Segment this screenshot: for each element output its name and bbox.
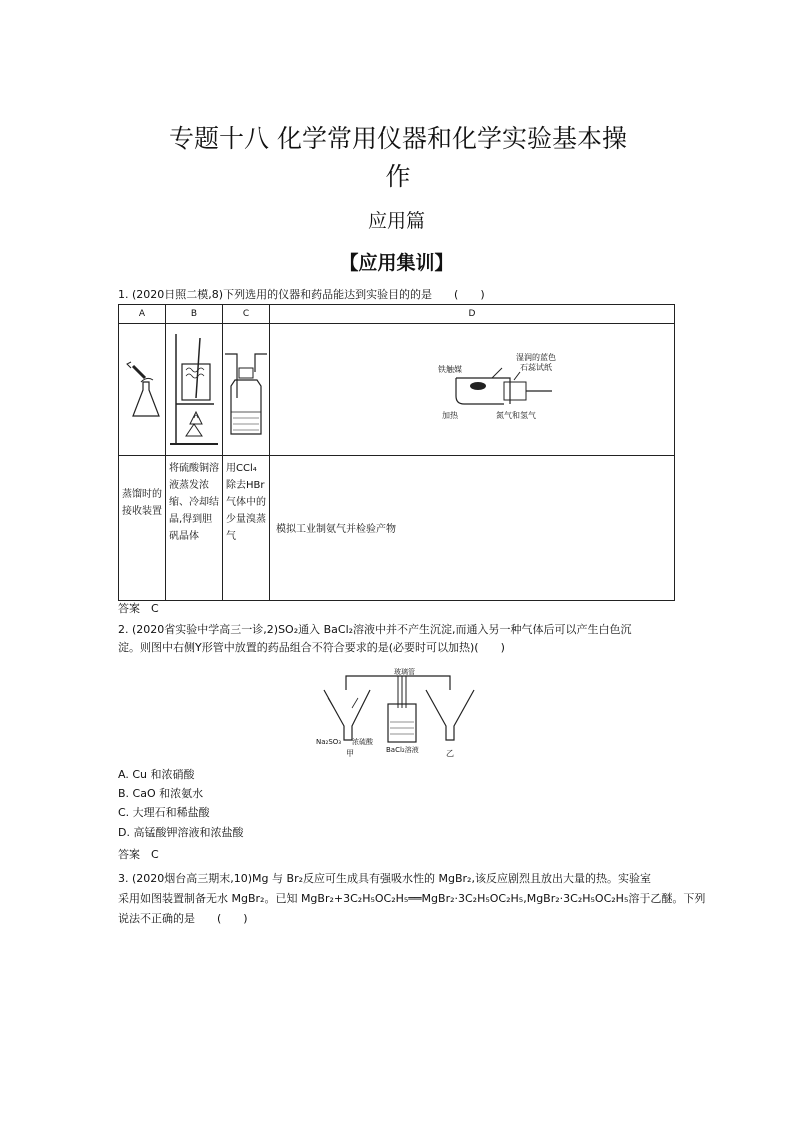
heat-label: 加热 <box>442 411 458 420</box>
question-2-answer: 答案 C <box>118 848 159 861</box>
gases-label: 氮气和氢气 <box>496 411 536 420</box>
ammonia-synthesis-diagram <box>270 324 674 452</box>
option-b-text: 将硫酸铜溶液蒸发浓缩、冷却结晶,得到胆矾晶体 <box>169 463 219 542</box>
evaporation-setup-diagram <box>166 324 222 452</box>
section-heading: 【应用集训】 <box>339 252 454 274</box>
sulfuric-acid-label: 浓硫酸 <box>352 738 373 746</box>
receiving-flask-diagram <box>119 324 165 452</box>
figure-b-cell <box>166 324 223 456</box>
option-d: D. 高锰酸钾溶液和浓盐酸 <box>118 826 244 839</box>
table-text-row <box>119 456 675 601</box>
litmus-label-2: 石蕊试纸 <box>520 363 552 372</box>
option-c-text: 用CCl₄除去HBr气体中的少量溴蒸气 <box>226 463 266 542</box>
apparatus-jia-label: 甲 <box>346 749 354 758</box>
subtitle: 应用篇 <box>367 210 425 232</box>
figure-c-cell <box>223 324 270 456</box>
column-d-header: D <box>270 305 675 324</box>
option-d-cell <box>270 456 675 601</box>
question-3-line-3: 说法不正确的是 ( ) <box>118 912 248 925</box>
bacl2-solution-label: BaCl₂溶液 <box>386 746 419 754</box>
option-c: C. 大理石和稀盐酸 <box>118 806 210 819</box>
column-a-header: A <box>119 305 166 324</box>
column-b-header: B <box>166 305 223 324</box>
table-figure-row <box>119 324 675 456</box>
gas-washing-bottle-diagram <box>223 324 269 452</box>
option-d-text: 模拟工业制氨气并检验产物 <box>276 524 396 535</box>
option-a-text: 蒸馏时的接收装置 <box>122 489 162 517</box>
page-title-continued: 作 <box>385 162 411 191</box>
option-c-cell <box>223 456 270 601</box>
litmus-label-1: 湿润的蓝色 <box>516 353 556 362</box>
y-tube-apparatus-diagram <box>314 668 484 760</box>
na2so3-label: Na₂SO₃ <box>316 738 342 746</box>
page-title: 专题十八 化学常用仪器和化学实验基本操 <box>169 124 627 153</box>
question-3-line-1: 3. (2020烟台高三期末,10)Mg 与 Br₂反应可生成具有强吸水性的 MgBr₂,该反应剧烈且放出大量的热。实验室 <box>118 872 651 885</box>
apparatus-yi-label: 乙 <box>446 749 454 758</box>
option-b: B. CaO 和浓氨水 <box>118 787 204 800</box>
question-3-line-2: 采用如图装置制备无水 MgBr₂。已知 MgBr₂+3C₂H₅OC₂H₅══MgBr₂·3C₂H₅OC₂H₅,MgBr₂·3C₂H₅OC₂H₅溶于乙醚。下列 <box>118 892 706 905</box>
question-2-stem-line-1: 2. (2020省实验中学高三一诊,2)SO₂通入 BaCl₂溶液中并不产生沉淀,而通入另一种气体后可以产生白色沉 <box>118 623 632 636</box>
catalyst-label: 铁触媒 <box>438 365 462 374</box>
figure-a-cell <box>119 324 166 456</box>
question-1-stem: 1. (2020日照二模,8)下列选用的仪器和药品能达到实验目的的是 ( ) <box>118 288 485 301</box>
table-header-row <box>119 305 675 324</box>
option-a: A. Cu 和浓硝酸 <box>118 768 195 781</box>
question-2-stem-line-2: 淀。则图中右侧Y形管中放置的药品组合不符合要求的是(必要时可以加热)( ) <box>118 641 505 654</box>
option-a-cell <box>119 456 166 601</box>
option-b-cell <box>166 456 223 601</box>
question-1-table <box>118 304 675 601</box>
figure-d-cell <box>270 324 675 456</box>
glass-tube-label: 玻璃管 <box>394 668 415 676</box>
question-1-answer: 答案 C <box>118 602 159 615</box>
column-c-header: C <box>223 305 270 324</box>
